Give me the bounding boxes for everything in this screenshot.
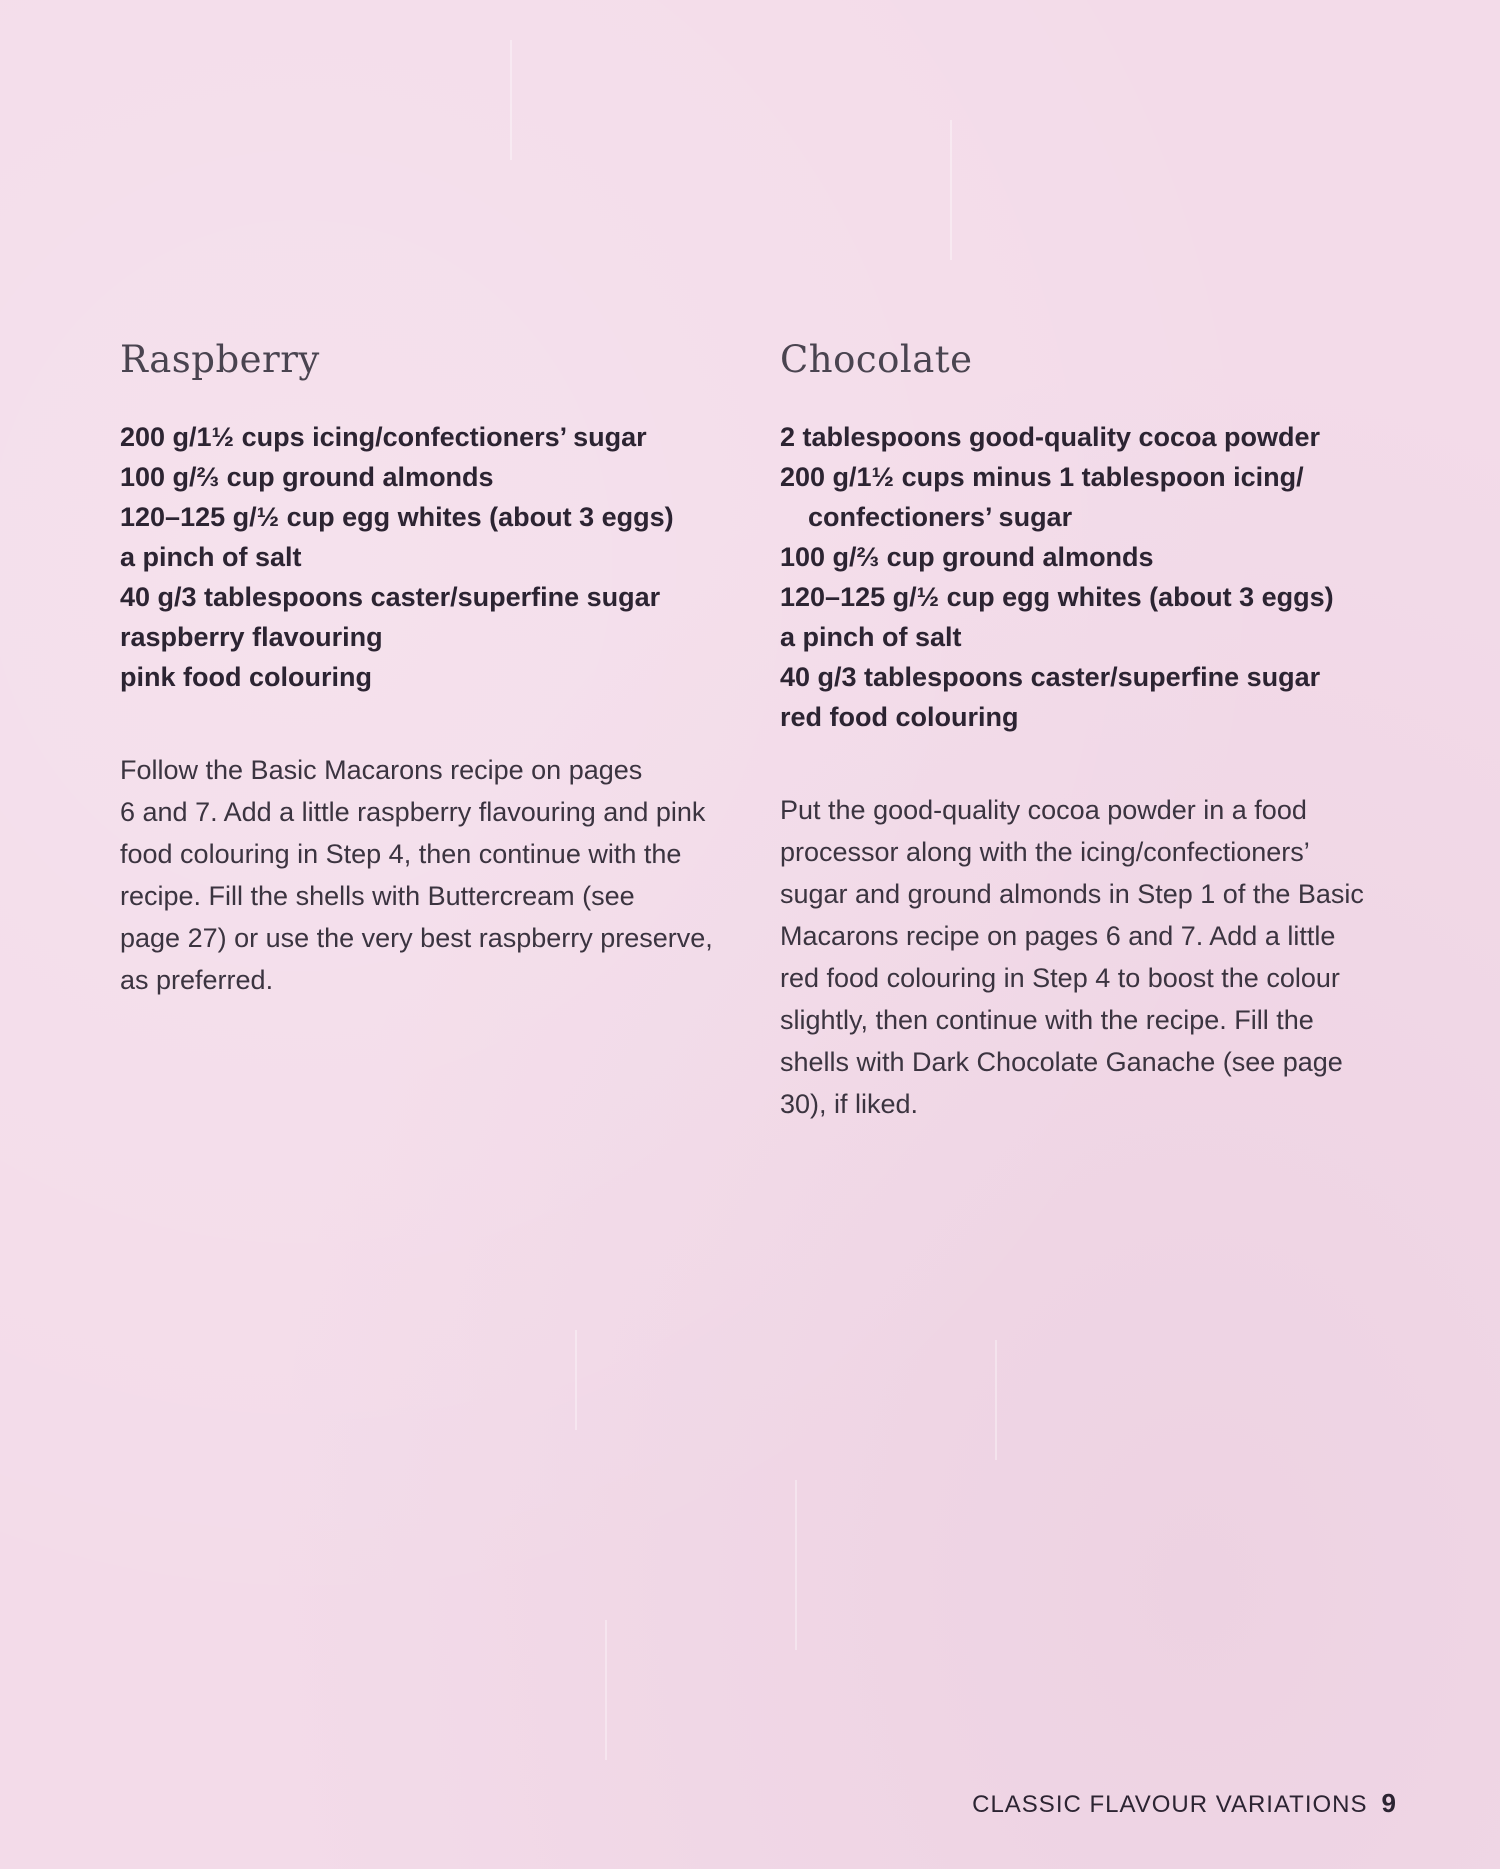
ingredient-item: 200 g/1½ cups icing/confectioners’ sugar: [120, 422, 647, 452]
ingredient-item: 200 g/1½ cups minus 1 tablespoon icing/: [780, 462, 1304, 492]
method-line: shells with Dark Chocolate Ganache (see page: [780, 1047, 1343, 1077]
page-number: 9: [1381, 1788, 1396, 1818]
recipe-chocolate: [780, 338, 1400, 1125]
paper-scratch: [575, 1330, 577, 1430]
paper-scratch: [950, 120, 952, 260]
recipe-raspberry: [120, 338, 740, 1001]
method-line: Macarons recipe on pages 6 and 7. Add a little: [780, 921, 1336, 951]
section-title: CLASSIC FLAVOUR VARIATIONS: [972, 1791, 1368, 1818]
method-line: red food colouring in Step 4 to boost the colour: [780, 963, 1340, 993]
recipe-title: Chocolate: [780, 338, 973, 381]
page-footer: [972, 1788, 1396, 1819]
ingredient-item-continuation: confectioners’ sugar: [808, 502, 1073, 532]
method-line: 30), if liked.: [780, 1089, 919, 1119]
method-line: recipe. Fill the shells with Buttercream (see: [120, 881, 635, 911]
ingredient-item: 120–125 g/½ cup egg whites (about 3 eggs): [780, 582, 1334, 612]
ingredient-list: [780, 417, 1400, 737]
paper-scratch: [795, 1480, 797, 1650]
method-line: processor along with the icing/confectioners’: [780, 837, 1310, 867]
method-paragraph: [780, 789, 1400, 1125]
paper-scratch: [510, 40, 512, 160]
ingredient-item: 40 g/3 tablespoons caster/superfine sugar: [780, 662, 1321, 692]
ingredient-item: raspberry flavouring: [120, 622, 383, 652]
ingredient-item: 100 g/⅔ cup ground almonds: [780, 542, 1154, 572]
method-line: food colouring in Step 4, then continue with the: [120, 839, 682, 869]
method-line: Follow the Basic Macarons recipe on pages: [120, 755, 643, 785]
ingredient-item: pink food colouring: [120, 662, 372, 692]
ingredient-item: 100 g/⅔ cup ground almonds: [120, 462, 494, 492]
method-line: slightly, then continue with the recipe. Fill the: [780, 1005, 1314, 1035]
ingredient-item: 120–125 g/½ cup egg whites (about 3 eggs): [120, 502, 674, 532]
method-paragraph: [120, 749, 740, 1001]
paper-scratch: [995, 1340, 997, 1460]
ingredient-item: red food colouring: [780, 702, 1019, 732]
method-line: page 27) or use the very best raspberry preserve,: [120, 923, 713, 953]
ingredient-item: 40 g/3 tablespoons caster/superfine sugar: [120, 582, 661, 612]
ingredient-item: a pinch of salt: [780, 622, 962, 652]
recipe-title: Raspberry: [120, 338, 320, 381]
method-line: Put the good-quality cocoa powder in a food: [780, 795, 1307, 825]
paper-scratch: [605, 1620, 607, 1760]
method-line: sugar and ground almonds in Step 1 of the Basic: [780, 879, 1364, 909]
ingredient-list: [120, 417, 740, 697]
ingredient-item: 2 tablespoons good-quality cocoa powder: [780, 422, 1321, 452]
method-line: as preferred.: [120, 965, 274, 995]
ingredient-item: a pinch of salt: [120, 542, 302, 572]
method-line: 6 and 7. Add a little raspberry flavouring and pink: [120, 797, 706, 827]
